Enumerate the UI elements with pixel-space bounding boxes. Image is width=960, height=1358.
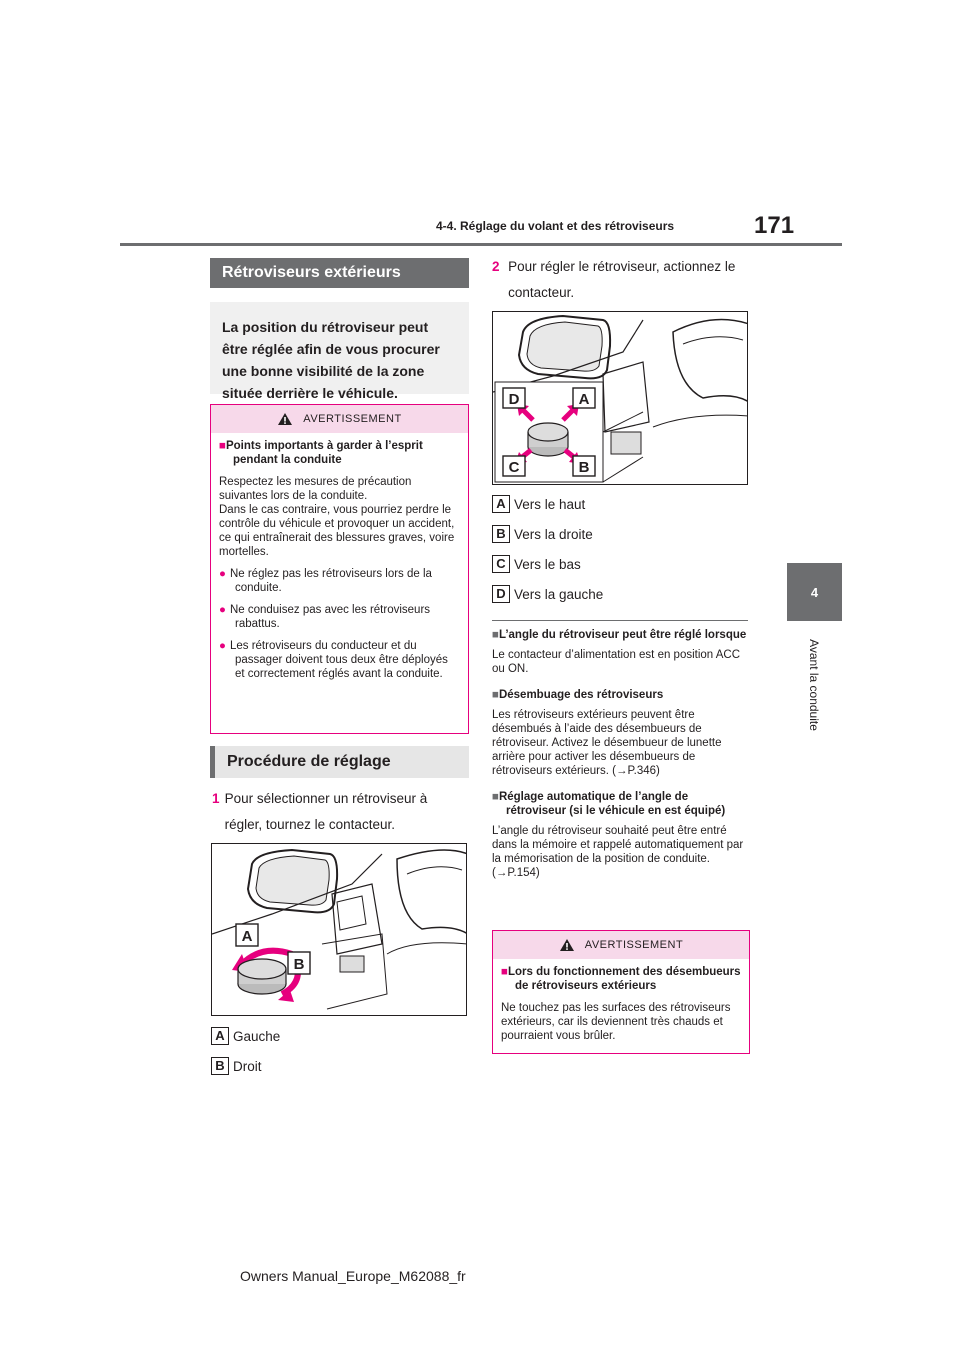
square-bullet-icon: ■	[219, 440, 226, 452]
chapter-label: Avant la conduite	[807, 639, 821, 731]
warning-triangle-icon	[277, 412, 293, 426]
header-rule	[120, 243, 842, 246]
notes	[492, 628, 748, 892]
square-bullet-icon: ■	[492, 791, 499, 803]
section-title: Rétroviseurs extérieurs	[210, 258, 469, 288]
note-title: ■Réglage automatique de l’angle de rétroviseur (si le véhicule en est équipé)	[492, 791, 726, 817]
note-title: ■Désembuage des rétroviseurs	[492, 689, 664, 701]
dot-bullet-icon: ●	[219, 604, 226, 616]
intro-text: La position du rétroviseur peut être réglée afin de vous procurer une bonne visibilité de la zone située derrière le véhicule.	[210, 302, 469, 394]
dot-bullet-icon: ●	[219, 568, 226, 580]
warning-bullet: ● Ne conduisez pas avec les rétroviseurs rabattus.	[219, 604, 431, 630]
footer-text: Owners Manual_Europe_M62088_fr	[240, 1268, 466, 1284]
legend-list	[211, 1026, 461, 1076]
legend-item: D Vers la gauche	[492, 584, 747, 604]
warning-text: Respectez les mesures de précaution suivantes lors de la conduite.	[219, 476, 412, 502]
chapter-tab: 4	[787, 563, 842, 621]
figure-label-a: A	[578, 391, 590, 408]
warning-text: Ne touchez pas les surfaces des rétroviseurs extérieurs, car ils deviennent très chauds et pourraient vous brûler.	[501, 1002, 731, 1042]
warning-triangle-icon	[559, 938, 575, 952]
legend-item: B Vers la droite	[492, 524, 747, 544]
warning-header	[211, 405, 468, 433]
mirror-selector-figure	[211, 843, 467, 1016]
notes-rule	[492, 620, 748, 621]
figure-label-b: B	[578, 459, 590, 476]
figure-label-a: A	[241, 928, 253, 945]
square-bullet-icon: ■	[501, 966, 508, 978]
legend-item: B Droit	[211, 1056, 461, 1076]
dot-bullet-icon: ●	[219, 640, 226, 652]
mirror-selector-illustration	[212, 844, 467, 1016]
procedure-title: Procédure de réglage	[210, 746, 469, 778]
figure-label-c: C	[508, 459, 520, 476]
legend-list	[492, 494, 747, 604]
running-header: 4-4. Réglage du volant et des rétroviseurs	[436, 219, 675, 233]
step-2: 2 Pour régler le rétroviseur, actionnez le contacteur.	[492, 259, 736, 300]
mirror-adjust-illustration	[493, 312, 748, 485]
square-bullet-icon: ■	[492, 689, 499, 701]
warning-box	[210, 404, 469, 734]
warning-box	[492, 930, 750, 1054]
legend-item: C Vers le bas	[492, 554, 747, 574]
warning-bullet: ● Ne réglez pas les rétroviseurs lors de la conduite.	[219, 568, 432, 594]
step-1: 1 Pour sélectionner un rétroviseur à régler, tournez le contacteur.	[212, 791, 428, 832]
note-text: L’angle du rétroviseur souhaité peut être entré dans la mémoire et rappelé automatiquement par la mémorisation de la position de conduite. (→P.154)	[492, 825, 744, 879]
warning-heading: AVERTISSEMENT	[584, 939, 684, 951]
note-text: Le contacteur d’alimentation est en position ACC ou ON.	[492, 649, 741, 675]
warning-title: ■Lors du fonctionnement des désembueurs de rétroviseurs extérieurs	[501, 966, 741, 992]
note-text: Les rétroviseurs extérieurs peuvent être désembués à l’aide des désembueurs de rétroviseur. Activez le désembueur de lunette arrière pour activer les désembueurs de rétroviseurs extérieurs. (→P.346)	[492, 709, 722, 777]
figure-label-b: B	[293, 956, 305, 973]
page-number: 171	[754, 212, 795, 239]
square-bullet-icon: ■	[492, 629, 499, 641]
mirror-adjust-figure	[492, 311, 748, 485]
note-title: ■L’angle du rétroviseur peut être réglé lorsque	[492, 629, 747, 641]
warning-title: ■Points importants à garder à l’esprit pendant la conduite	[219, 440, 423, 466]
warning-text: Dans le cas contraire, vous pourriez perdre le contrôle du véhicule et provoquer un accident, ce qui entraînerait des blessures graves, voire mortelles.	[219, 504, 455, 558]
legend-item: A Gauche	[211, 1026, 461, 1046]
warning-bullet: ● Les rétroviseurs du conducteur et du passager doivent tous deux être déployés et correctement réglés avant la conduite.	[219, 640, 448, 680]
legend-item: A Vers le haut	[492, 494, 747, 514]
warning-header	[493, 931, 749, 959]
figure-label-d: D	[508, 391, 520, 408]
warning-heading: AVERTISSEMENT	[303, 413, 402, 425]
